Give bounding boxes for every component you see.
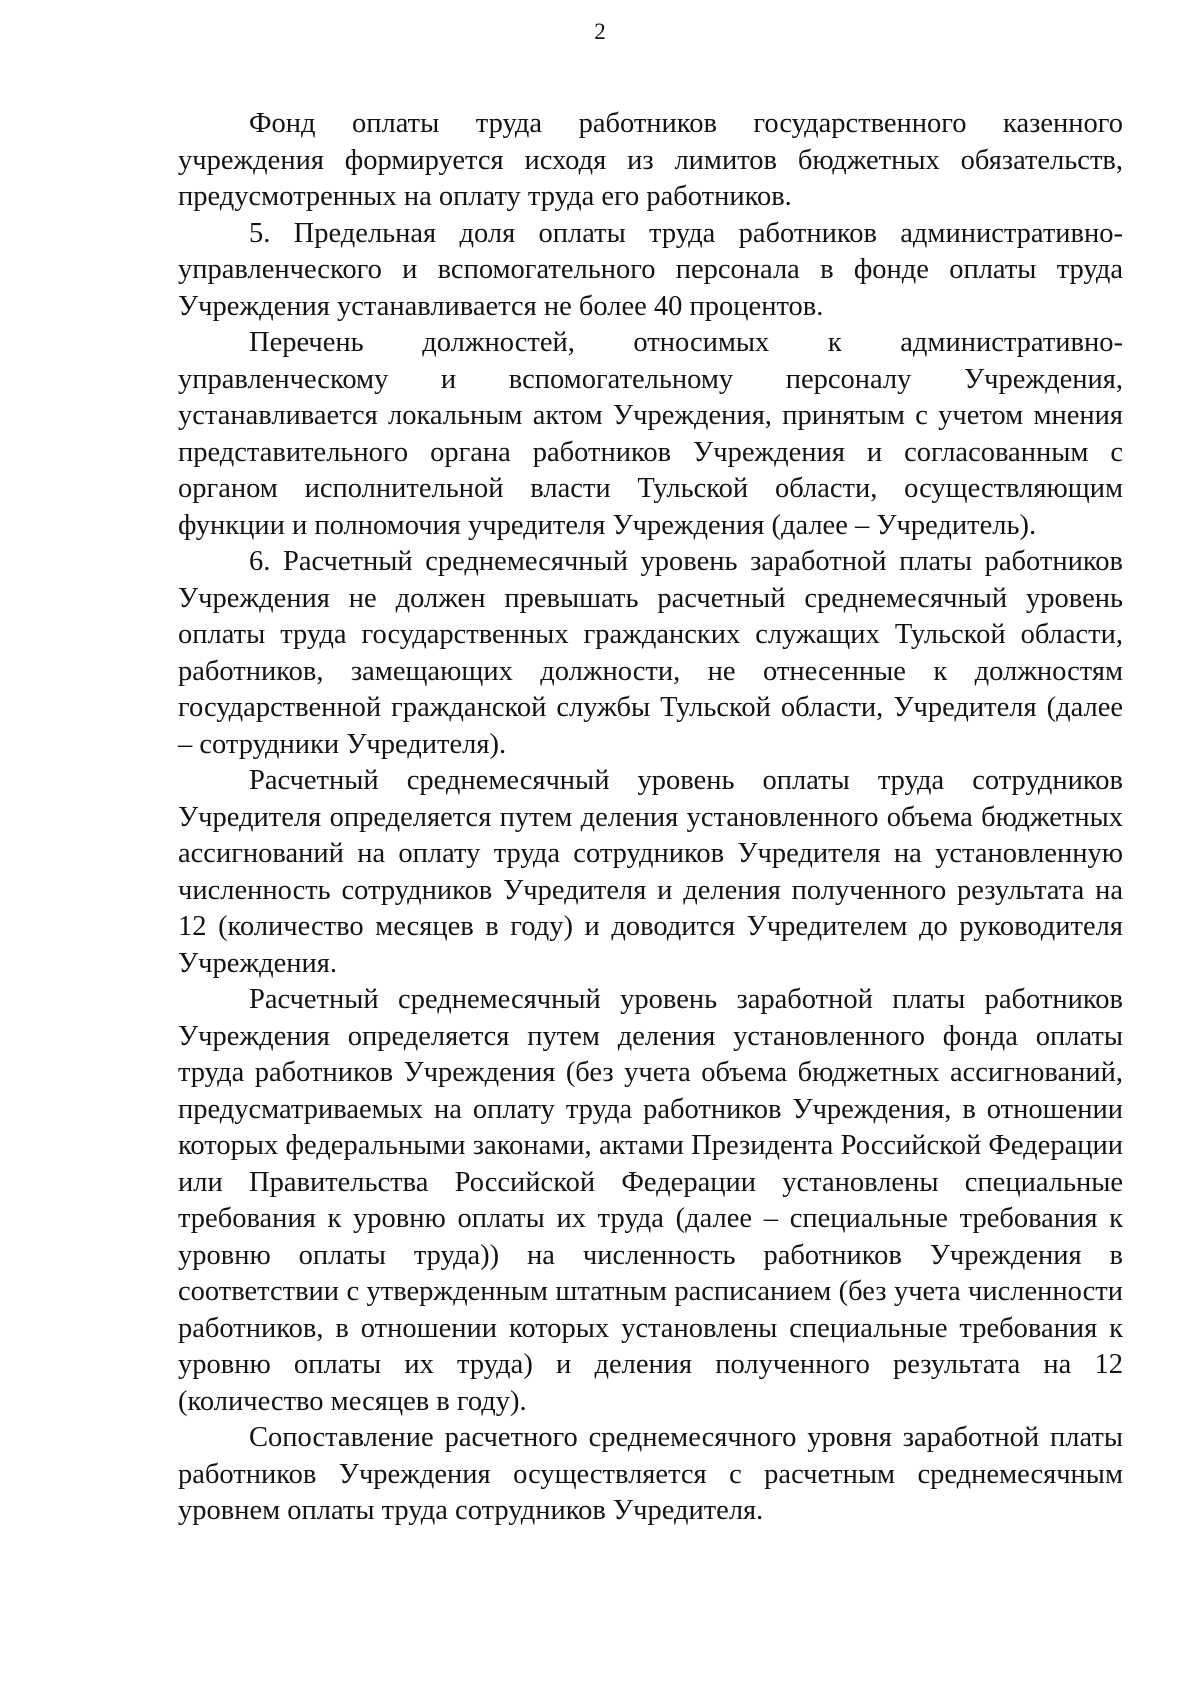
paragraph-institution-salary-level: Расчетный среднемесячный уровень заработной платы работников Учреждения определяется путем деления установленного фонда оплаты труда работников Учреждения (без учета объема бюджетных ассигнований, предусматриваемых на оплату труда работников Учреждения, в отношении которых федеральными законами, актами Президента Российской Федерации или Правительства Российской Федерации установлены специальные требования к уровню оплаты их труда (далее – специальные требования к уровню оплаты труда)) на численность работников Учреждения в соответствии с утвержденным штатным расписанием (без учета численности работников, в отношении которых установлены специальные требования к уровню оплаты их труда) и деления полученного результата на 12 (количество месяцев в году). bbox=[178, 984, 1123, 1417]
paragraph-position-list: Перечень должностей, относимых к административно-управленческому и вспомогательному персоналу Учреждения, устанавливается локальным актом Учреждения, принятым с учетом мнения представительного органа работников Учреждения и согласованным с органом исполнительной власти Тульской области, осуществляющим функции и полномочия учредителя Учреждения (далее – Учредитель). bbox=[178, 327, 1123, 541]
document-body bbox=[178, 106, 1123, 1530]
page-number: 2 bbox=[594, 19, 606, 44]
paragraph-founder-salary-level: Расчетный среднемесячный уровень оплаты труда сотрудников Учредителя определяется путем деления установленного объема бюджетных ассигнований на оплату труда сотрудников Учредителя на установленную численность сотрудников Учредителя и деления полученного результата на 12 (количество месяцев в году) и доводится Учредителем до руководителя Учреждения. bbox=[178, 765, 1123, 979]
paragraph-item-6: 6. Расчетный среднемесячный уровень заработной платы работников Учреждения не должен превышать расчетный среднемесячный уровень оплаты труда государственных гражданских служащих Тульской области, работников, замещающих должности, не отнесенные к должностям государственной гражданской службы Тульской области, Учредителя (далее – сотрудники Учредителя). bbox=[178, 546, 1123, 760]
paragraph-comparison: Сопоставление расчетного среднемесячного уровня заработной платы работников Учреждения осуществляется с расчетным среднемесячным уровнем оплаты труда сотрудников Учредителя. bbox=[178, 1422, 1123, 1526]
paragraph-item-5: 5. Предельная доля оплаты труда работников административно-управленческого и вспомогательного персонала в фонде оплаты труда Учреждения устанавливается не более 40 процентов. bbox=[178, 217, 1123, 322]
paragraph-payroll-fund: Фонд оплаты труда работников государственного казенного учреждения формируется исходя из лимитов бюджетных обязательств, предусмотренных на оплату труда его работников. bbox=[178, 108, 1123, 212]
